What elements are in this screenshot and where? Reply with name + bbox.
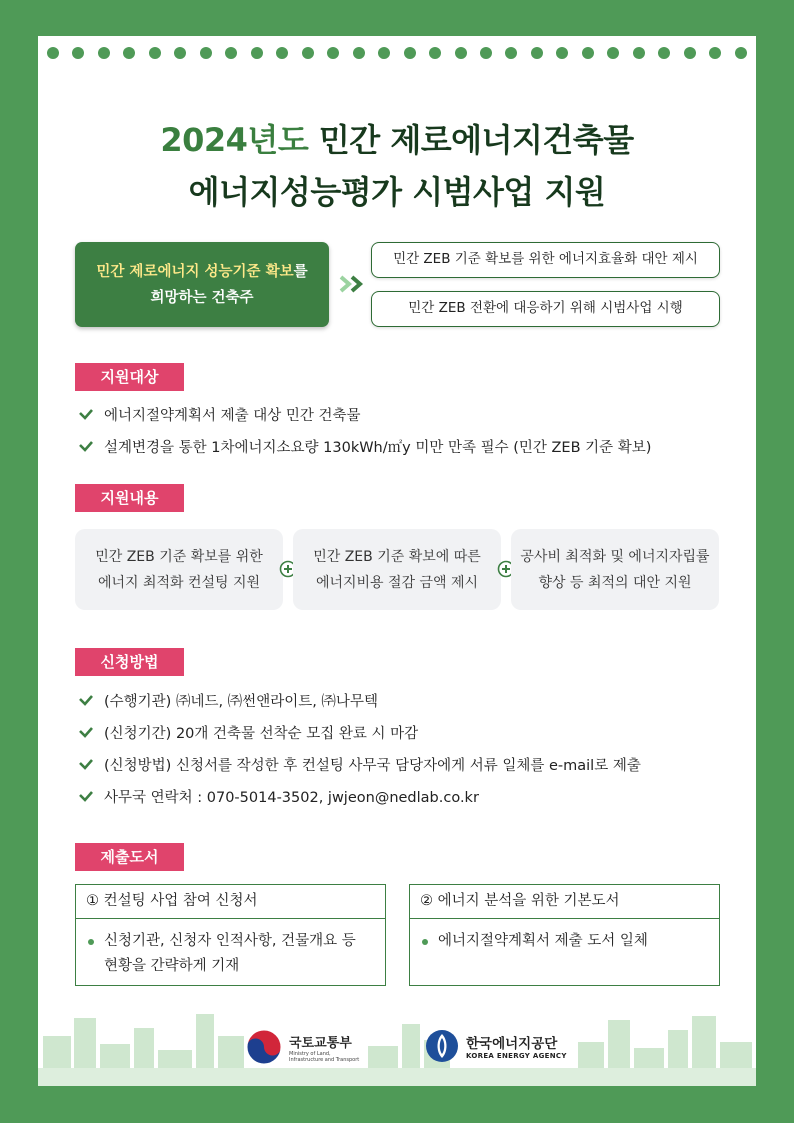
binder-ring	[531, 47, 543, 59]
support-card-3	[511, 529, 719, 610]
list-item	[78, 780, 728, 812]
document-box-body	[76, 919, 385, 979]
target-highlight: 민간 제로에너지 성능기준 확보	[96, 263, 294, 280]
molit-name: 국토교통부	[289, 1035, 352, 1051]
binder-ring	[658, 47, 670, 59]
binder-ring	[633, 47, 645, 59]
document-box-text: 에너지절약계획서 제출 도서 일체	[438, 933, 648, 949]
binder-ring	[251, 47, 263, 59]
section-label-support: 지원내용	[75, 484, 184, 512]
eligibility-list	[78, 398, 728, 462]
target-audience-box	[75, 242, 329, 327]
document-box-text: 현황을 간략하게 기재	[104, 958, 240, 974]
binder-ring	[174, 47, 186, 59]
list-item	[78, 398, 728, 430]
poster	[38, 36, 756, 1086]
binder-ring	[607, 47, 619, 59]
section-label-eligibility: 지원대상	[75, 363, 184, 391]
binder-ring	[480, 47, 492, 59]
poster-title	[38, 114, 756, 218]
list-item-text: (수행기관) ㈜네드, ㈜썬앤라이트, ㈜나무텍	[104, 693, 378, 710]
list-item-text: (신청방법) 신청서를 작성한 후 컨설팅 사무국 담당자에게 서류 일체를 e-mail로 제출	[104, 757, 641, 774]
list-item-text: 사무국 연락처 : 070-5014-3502, jwjeon@nedlab.co.kr	[104, 789, 479, 806]
molit-sub: Infrastructure and Transport	[289, 1056, 360, 1063]
bullet-dot	[88, 939, 94, 945]
support-card-line: 공사비 최적화 및 에너지자립률	[520, 548, 710, 565]
binder-ring	[429, 47, 441, 59]
binder-ring	[556, 47, 568, 59]
document-box-1	[75, 884, 386, 986]
binder-ring	[684, 47, 696, 59]
binder-ring	[455, 47, 467, 59]
molit-sub: Ministry of Land,	[289, 1050, 331, 1057]
binder-ring	[302, 47, 314, 59]
kea-emblem-icon	[424, 1028, 460, 1064]
title-line2: 에너지성능평가 시범사업 지원	[188, 173, 606, 211]
list-item	[78, 716, 728, 748]
support-card-2	[293, 529, 501, 610]
section-label-application: 신청방법	[75, 648, 184, 676]
molit-logo	[245, 1028, 359, 1066]
binder-ring	[505, 47, 517, 59]
support-card-line: 민간 ZEB 기준 확보에 따른	[313, 548, 481, 565]
list-item	[78, 684, 728, 716]
binder-ring	[327, 47, 339, 59]
list-item	[78, 430, 728, 462]
kea-logo	[424, 1028, 567, 1064]
binder-ring	[735, 47, 747, 59]
binder-rings	[38, 44, 756, 64]
binder-ring	[123, 47, 135, 59]
molit-emblem-icon	[245, 1028, 283, 1066]
document-box-2	[409, 884, 720, 986]
city-skyline-illustration	[38, 1006, 756, 1086]
goal-box-2: 민간 ZEB 전환에 대응하기 위해 시범사업 시행	[371, 291, 720, 327]
target-line2: 희망하는 건축주	[150, 289, 254, 306]
section-label-documents: 제출도서	[75, 843, 184, 871]
binder-ring	[404, 47, 416, 59]
list-item-text: 설계변경을 통한 1차에너지소요량 130kWh/㎡y 미만 만족 필수 (민간 ZEB 기준 확보)	[104, 439, 652, 456]
binder-ring	[98, 47, 110, 59]
support-card-1	[75, 529, 283, 610]
kea-name: 한국에너지공단	[466, 1036, 558, 1052]
check-icon	[78, 408, 94, 420]
document-box-text: 신청기관, 신청자 인적사항, 건물개요 등	[104, 933, 356, 949]
application-list	[78, 684, 728, 812]
support-card-line: 에너지비용 절감 금액 제시	[315, 574, 479, 591]
target-suffix: 를	[293, 263, 308, 280]
binder-ring	[47, 47, 59, 59]
binder-ring	[149, 47, 161, 59]
binder-ring	[276, 47, 288, 59]
check-icon	[78, 694, 94, 706]
kea-sub: KOREA ENERGY AGENCY	[466, 1052, 567, 1060]
title-line1: 민간 제로에너지건축물	[308, 121, 634, 159]
check-icon	[78, 726, 94, 738]
title-year: 2024년도	[160, 121, 309, 159]
binder-ring	[378, 47, 390, 59]
binder-ring	[225, 47, 237, 59]
check-icon	[78, 440, 94, 452]
support-card-line: 에너지 최적화 컨설팅 지원	[97, 574, 261, 591]
bullet-dot	[422, 939, 428, 945]
list-item-text: (신청기간) 20개 건축물 선착순 모집 완료 시 마감	[104, 725, 419, 742]
binder-ring	[72, 47, 84, 59]
document-box-head: ② 에너지 분석을 위한 기본도서	[410, 885, 719, 919]
document-box-body	[410, 919, 719, 954]
binder-ring	[353, 47, 365, 59]
document-box-head: ① 컨설팅 사업 참여 신청서	[76, 885, 385, 919]
goal-box-1: 민간 ZEB 기준 확보를 위한 에너지효율화 대안 제시	[371, 242, 720, 278]
support-card-line: 민간 ZEB 기준 확보를 위한	[95, 548, 263, 565]
double-chevron-icon	[338, 274, 366, 294]
binder-ring	[709, 47, 721, 59]
check-icon	[78, 758, 94, 770]
check-icon	[78, 790, 94, 802]
list-item	[78, 748, 728, 780]
binder-ring	[582, 47, 594, 59]
binder-ring	[200, 47, 212, 59]
support-card-line: 향상 등 최적의 대안 지원	[538, 574, 692, 591]
list-item-text: 에너지절약계획서 제출 대상 민간 건축물	[104, 407, 361, 424]
